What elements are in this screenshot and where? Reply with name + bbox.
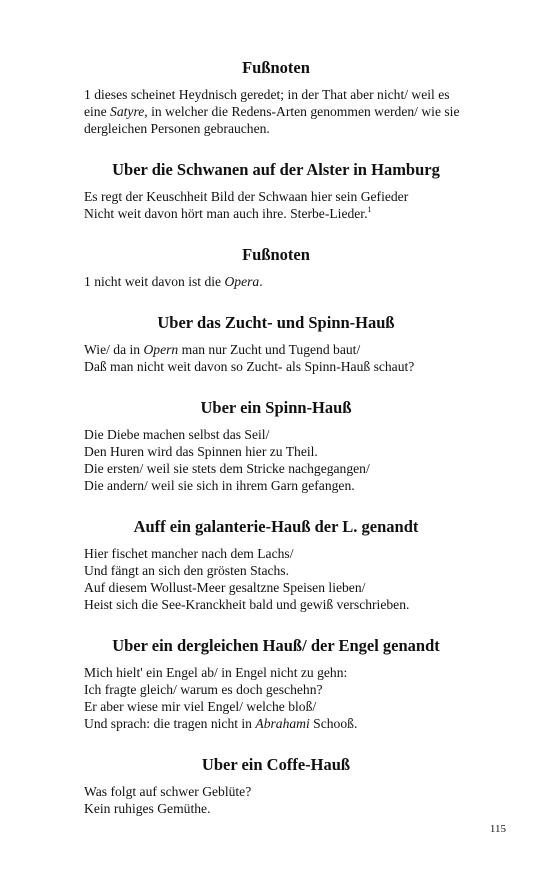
italic-text: Opera [224,274,260,289]
text-run: Daß man nicht weit davon so Zucht- als Spinn-Hauß schaut? [84,359,415,374]
text-line [84,188,468,205]
italic-text: Abrahami [255,716,310,731]
text-run: Schooß. [309,716,358,731]
section-body [84,426,468,494]
text-line [84,562,468,579]
text-run: Kein ruhiges Gemüthe. [84,801,211,816]
text-run: eine [84,104,111,119]
section-heading: Uber ein Coffe-Hauß [201,755,351,774]
section-body [84,664,468,732]
text-run: Ich fragte gleich/ warum es doch geschehn? [84,682,323,697]
text-run: Die andern/ weil sie sich in ihrem Garn gefangen. [84,478,355,493]
section [84,755,468,817]
text-line [84,86,468,103]
text-line [84,477,468,494]
section-body [84,341,468,375]
text-run: 1 dieses scheinet Heydnisch geredet; in der That aber nicht/ weil es [84,87,450,102]
section-body [84,273,468,290]
section-gap [84,613,468,636]
text-run: Er aber wiese mir viel Engel/ welche bloß/ [84,699,317,714]
section-body [84,783,468,817]
text-run: Auf diesem Wollust-Meer gesaltzne Speisen lieben/ [84,580,366,595]
italic-text: Satyre [110,104,145,119]
text-run: . [259,274,263,289]
section-gap [84,290,468,313]
text-line [84,596,468,613]
section-heading: Uber das Zucht- und Spinn-Hauß [157,313,395,332]
section-heading: Fußnoten [242,245,310,264]
footnote-marker: 1 [367,205,372,214]
section-gap [84,375,468,398]
text-run: dergleichen Personen gebrauchen. [84,121,270,136]
text-line [84,698,468,715]
section [84,636,468,732]
section-body [84,86,468,137]
section-heading: Uber die Schwanen auf der Alster in Hamburg [112,160,440,179]
text-run: Es regt der Keuschheit Bild der Schwaan hier sein Gefieder [84,189,409,204]
section-body [84,545,468,613]
text-run: Hier fischet mancher nach dem Lachs/ [84,546,294,561]
text-line [84,545,468,562]
text-line [84,579,468,596]
section [84,517,468,613]
text-run: , in welcher die Redens-Arten genommen werden/ wie sie [144,104,460,119]
text-run: Wie/ da in [84,342,144,357]
section-gap [84,222,468,245]
section [84,160,468,222]
text-run: Mich hielt' ein Engel ab/ in Engel nicht zu gehn: [84,665,348,680]
document-page [84,58,468,817]
section-gap [84,732,468,755]
text-line [84,358,468,375]
section-heading: Uber ein Spinn-Hauß [200,398,352,417]
text-run: Die Diebe machen selbst das Seil/ [84,427,270,442]
section-heading: Auff ein galanterie-Hauß der L. genandt [133,517,419,536]
text-run: Nicht weit davon hört man auch ihre. Sterbe-Lieder. [84,206,368,221]
text-run: Den Huren wird das Spinnen hier zu Theil. [84,444,318,459]
text-line [84,443,468,460]
section [84,58,468,137]
text-run: Und fängt an sich den grösten Stachs. [84,563,289,578]
text-line [84,205,468,222]
text-run: Was folgt auf schwer Geblüte? [84,784,252,799]
text-line [84,800,468,817]
text-run: 1 nicht weit davon ist die [84,274,225,289]
text-run: Die ersten/ weil sie stets dem Stricke nachgegangen/ [84,461,370,476]
section [84,313,468,375]
text-run: Und sprach: die tragen nicht in [84,716,256,731]
section-heading: Uber ein dergleichen Hauß/ der Engel genandt [112,636,440,655]
text-line [84,460,468,477]
section-heading: Fußnoten [242,58,310,77]
text-line [84,120,468,137]
section-gap [84,494,468,517]
text-line [84,783,468,800]
text-line [84,103,468,120]
text-line [84,715,468,732]
text-line [84,664,468,681]
section-body [84,188,468,222]
italic-text: Opern [143,342,179,357]
text-line [84,426,468,443]
text-line [84,273,468,290]
section-gap [84,137,468,160]
section [84,245,468,290]
text-run: Heist sich die See-Kranckheit bald und gewiß verschrieben. [84,597,410,612]
section [84,398,468,494]
text-line [84,681,468,698]
text-line [84,341,468,358]
page-number: 115 [489,823,506,835]
text-run: man nur Zucht und Tugend baut/ [178,342,361,357]
